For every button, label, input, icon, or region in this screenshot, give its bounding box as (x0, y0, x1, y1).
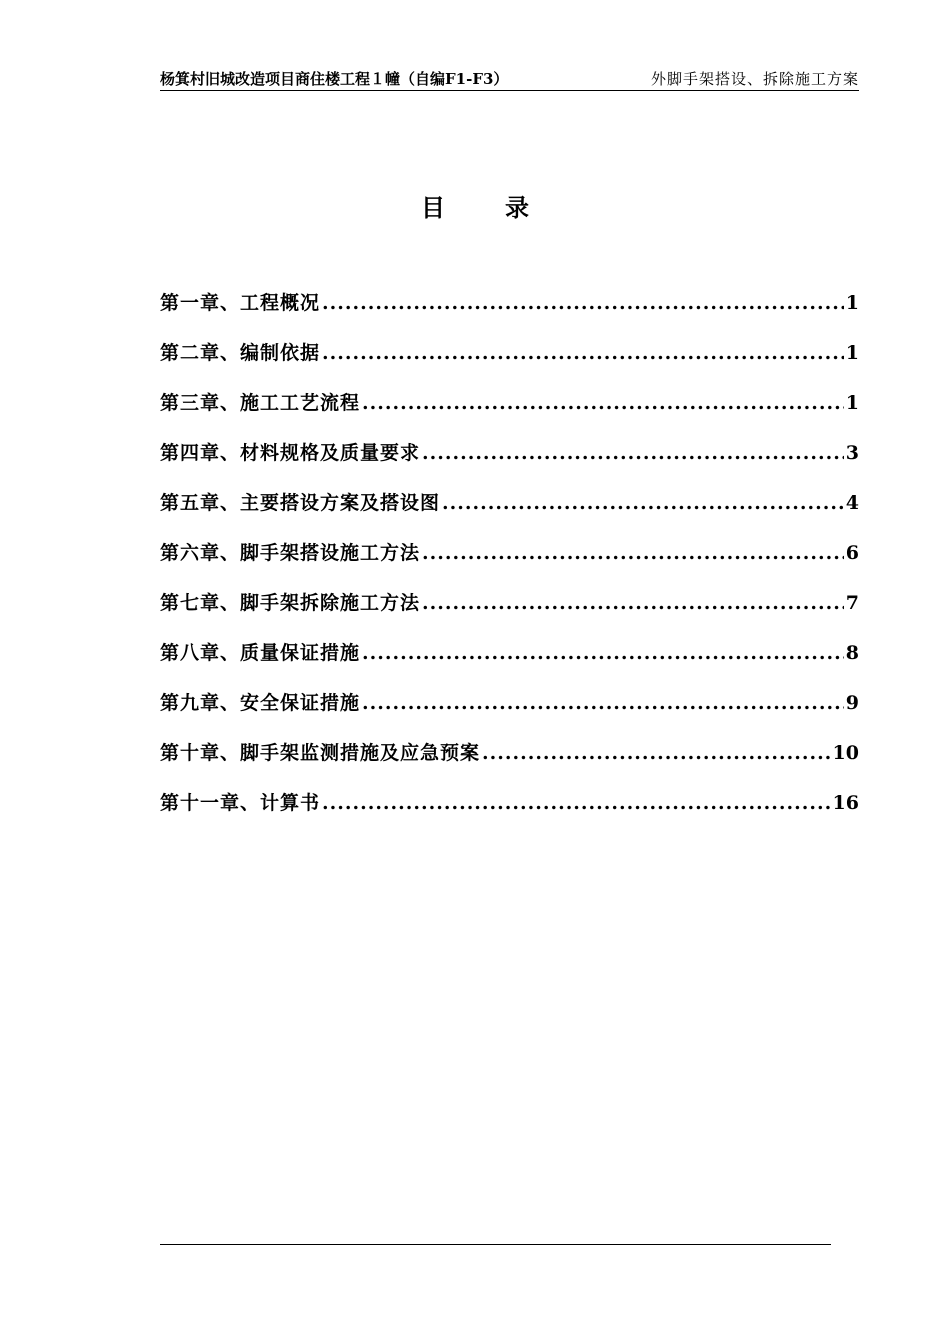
toc-entry[interactable] (160, 388, 859, 438)
toc-leader-dots (322, 792, 831, 814)
toc-entry-page: 10 (832, 742, 859, 764)
toc-leader-dots (442, 492, 844, 514)
toc-entry-label: 第一章、工程概况 (160, 292, 321, 314)
toc-entry-label: 第五章、主要搭设方案及搭设图 (160, 492, 441, 514)
toc-entry[interactable] (160, 338, 859, 388)
toc-entry-label: 第二章、编制依据 (160, 342, 321, 364)
toc-entry-page: 6 (845, 542, 859, 564)
toc-entry[interactable] (160, 688, 859, 738)
toc-entry-page: 7 (845, 592, 859, 614)
toc-entry[interactable] (160, 638, 859, 688)
toc-entry-page: 3 (845, 442, 859, 464)
toc-entry-page: 8 (845, 642, 859, 664)
toc-entry-page: 16 (832, 792, 859, 814)
header-document-title: 外脚手架搭设、拆除施工方案 (650, 70, 859, 88)
table-of-contents (160, 288, 859, 838)
toc-entry[interactable] (160, 788, 859, 838)
toc-entry[interactable] (160, 588, 859, 638)
toc-entry[interactable] (160, 738, 859, 788)
toc-leader-dots (322, 342, 844, 364)
toc-entry-label: 第十章、脚手架监测措施及应急预案 (160, 742, 481, 764)
toc-entry-label: 第六章、脚手架搭设施工方法 (160, 542, 421, 564)
toc-entry-page: 1 (845, 292, 859, 314)
toc-entry-label: 第七章、脚手架拆除施工方法 (160, 592, 421, 614)
toc-leader-dots (422, 542, 844, 564)
toc-entry-page: 4 (845, 492, 859, 514)
header-project-title: 杨箕村旧城改造项目商住楼工程１幢（自编F1-F3） (160, 70, 509, 88)
toc-entry-label: 第九章、安全保证措施 (160, 692, 361, 714)
toc-leader-dots (482, 742, 831, 764)
toc-title: 目录 (421, 193, 589, 222)
footer-divider (160, 1244, 831, 1245)
toc-entry[interactable] (160, 488, 859, 538)
toc-entry-label: 第八章、质量保证措施 (160, 642, 361, 664)
toc-entry[interactable] (160, 538, 859, 588)
toc-entry-label: 第四章、材料规格及质量要求 (160, 442, 421, 464)
toc-leader-dots (362, 692, 844, 714)
toc-leader-dots (422, 592, 844, 614)
toc-leader-dots (362, 642, 844, 664)
toc-leader-dots (422, 442, 844, 464)
toc-entry-label: 第十一章、计算书 (160, 792, 321, 814)
toc-entry[interactable] (160, 438, 859, 488)
toc-entry-page: 1 (845, 342, 859, 364)
toc-leader-dots (362, 392, 844, 414)
toc-entry-label: 第三章、施工工艺流程 (160, 392, 361, 414)
toc-entry-page: 9 (845, 692, 859, 714)
page-header (160, 66, 859, 91)
toc-entry[interactable] (160, 288, 859, 338)
toc-leader-dots (322, 292, 844, 314)
toc-entry-page: 1 (845, 392, 859, 414)
